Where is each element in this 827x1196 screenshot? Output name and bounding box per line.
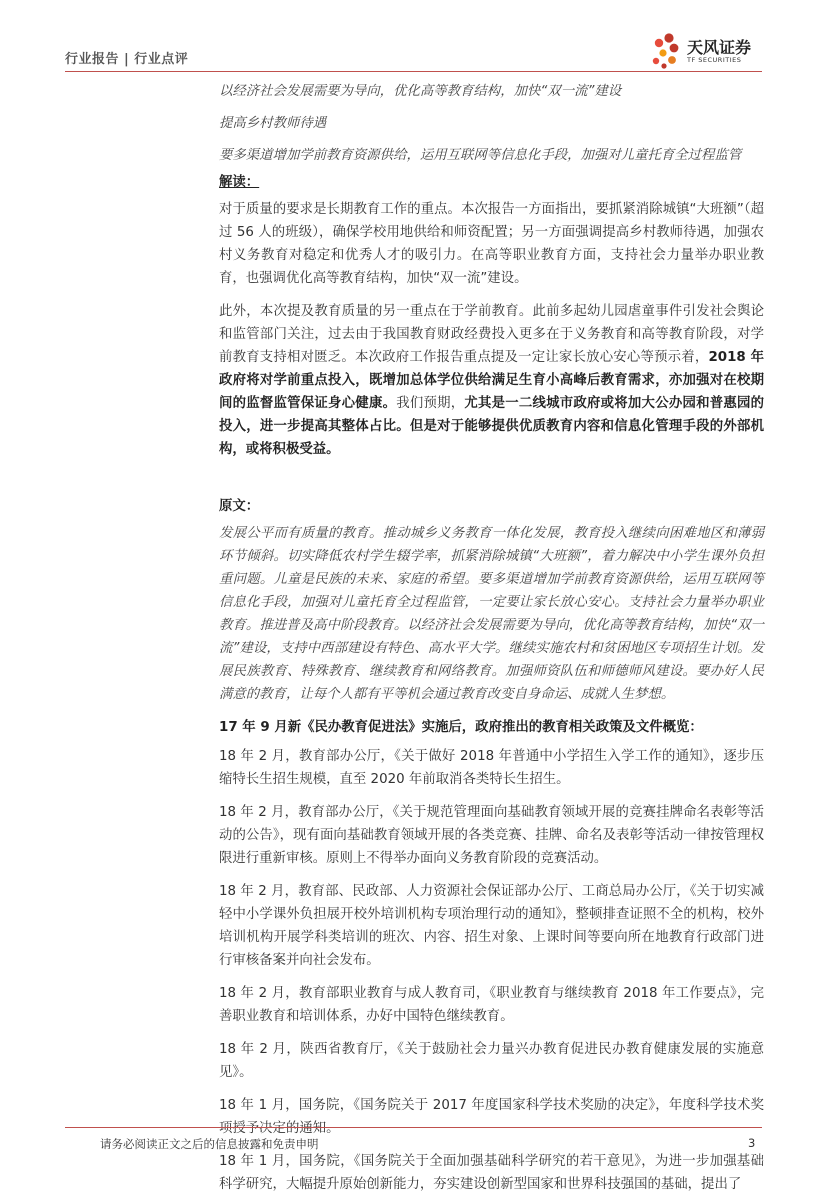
section-heading: 解读： bbox=[219, 175, 260, 190]
policy-entry: 18 年 2 月，陕西省教育厅，《关于鼓励社会力量兴办教育促进民办教育健康发展的实施意见》。 bbox=[219, 1042, 764, 1080]
header-divider bbox=[65, 71, 762, 72]
company-logo bbox=[647, 30, 765, 70]
paragraph bbox=[219, 300, 764, 461]
policy-point: 以经济社会发展需要为导向，优化高等教育结构，加快“双一流”建设 bbox=[219, 84, 622, 99]
section-subheading: 17 年 9 月新《民办教育促进法》实施后，政府推出的教育相关政策及文件概览： bbox=[219, 720, 703, 735]
policy-entry: 18 年 1 月，国务院，《国务院关于全面加强基础科学研究的若干意见》，为进一步加强基础科学研究，大幅提升原始创新能力，夯实建设创新型国家和世界科技强国的基础，提出了 bbox=[219, 1154, 764, 1192]
policy-point: 提高乡村教师待遇 bbox=[219, 116, 327, 131]
policy-point: 要多渠道增加学前教育资源供给，运用互联网等信息化手段，加强对儿童托育全过程监管 bbox=[219, 148, 742, 163]
report-body bbox=[219, 80, 764, 1196]
policy-entry: 18 年 2 月，教育部职业教育与成人教育司，《职业教育与继续教育 2018 年工作要点》，完善职业教育和培训体系，办好中国特色继续教育。 bbox=[219, 986, 764, 1024]
footer-divider bbox=[65, 1127, 762, 1128]
breadcrumb: 行业报告 | 行业点评 bbox=[65, 52, 189, 67]
original-text-quote: 发展公平而有质量的教育。推动城乡义务教育一体化发展，教育投入继续向困难地区和薄弱环节倾斜。切实降低农村学生辍学率，抓紧消除城镇“大班额”，着力解决中小学生课外负担重问题。儿童是民族的未来、家庭的希望。要多渠道增加学前教育资源供给，运用互联网等信息化手段，加强对儿童托育全过程监管，一定要让家长放心安心。支持社会力量举办职业教育。推进普及高中阶段教育。以经济社会发展需要为导向，优化高等教育结构，加快“双一流”建设，支持中西部建设有特色、高水平大学。继续实施农村和贫困地区专项招生计划。发展民族教育、特殊教育、继续教育和网络教育。加强师资队伍和师德师风建设。要办好人民满意的教育，让每个人都有平等机会通过教育改变自身命运、成就人生梦想。 bbox=[219, 526, 764, 702]
page-number: 3 bbox=[748, 1136, 756, 1150]
policy-entry: 18 年 1 月，国务院，《国务院关于 2017 年度国家科学技术奖励的决定》，年度科学技术奖项授予决定的通知。 bbox=[219, 1098, 764, 1136]
policy-entry: 18 年 2 月，教育部、民政部、人力资源社会保证部办公厅、工商总局办公厅，《关于切实减轻中小学课外负担展开校外培训机构专项治理行动的通知》，整顿排查证照不全的机构，校外培训机构开展学科类培训的班次、内容、招生对象、上课时间等要向所在地教育行政部门进行审核备案并向社会发布。 bbox=[219, 884, 764, 968]
logo-subtext: TF SECURITIES bbox=[687, 56, 742, 64]
policy-entry: 18 年 2 月，教育部办公厅，《关于做好 2018 年普通中小学招生入学工作的通知》，逐步压缩特长生招生规模，直至 2020 年前取消各类特长生招生。 bbox=[219, 749, 764, 787]
paragraph: 对于质量的要求是长期教育工作的重点。本次报告一方面指出，要抓紧消除城镇“大班额”（超过 56 人的班级），确保学校用地供给和师资配置；另一方面强调提高乡村教师待遇，加强农村义务教育对稳定和优秀人才的吸引力。在高等职业教育方面，支持社会力量举办职业教育，也强调优化高等教育结构，加快“双一流”建设。 bbox=[219, 202, 764, 286]
disclaimer-text: 请务必阅读正文之后的信息披露和免责申明 bbox=[100, 1137, 319, 1151]
petal-logo-icon bbox=[647, 30, 683, 70]
section-heading: 原文： bbox=[219, 499, 260, 514]
paragraph-text: 我们预期， bbox=[396, 396, 465, 411]
logo-text: 天风证券 bbox=[687, 38, 752, 57]
paragraph-text: 此外，本次提及教育质量的另一重点在于学前教育。此前多起幼儿园虐童事件引发社会舆论和监管部门关注，过去由于我国教育财政经费投入更多在于义务教育和高等教育阶段，对学前教育支持相对匮乏。本次政府工作报告重点提及一定让家长放心安心等预示着， bbox=[219, 304, 764, 365]
policy-entry: 18 年 2 月，教育部办公厅，《关于规范管理面向基础教育领域开展的竞赛挂牌命名表彰等活动的公告》，现有面向基础教育领域开展的各类竞赛、挂牌、命名及表彰等活动一律按管理权限进行重新审核。原则上不得举办面向义务教育阶段的竞赛活动。 bbox=[219, 805, 764, 866]
paragraph-emphasis: 尤其是一二线城市政府或将加大公办园和普惠园的投入，进一步提高其整体占比。但是对于能够提供优质教育内容和信息化管理手段的外部机构，或将积极受益。 bbox=[219, 396, 764, 457]
paragraph-emphasis: 2018 年政府将对学前重点投入，既增加总体学位供给满足生育小高峰后教育需求，亦加强对在校期间的监督监管保证身心健康。 bbox=[219, 350, 764, 411]
